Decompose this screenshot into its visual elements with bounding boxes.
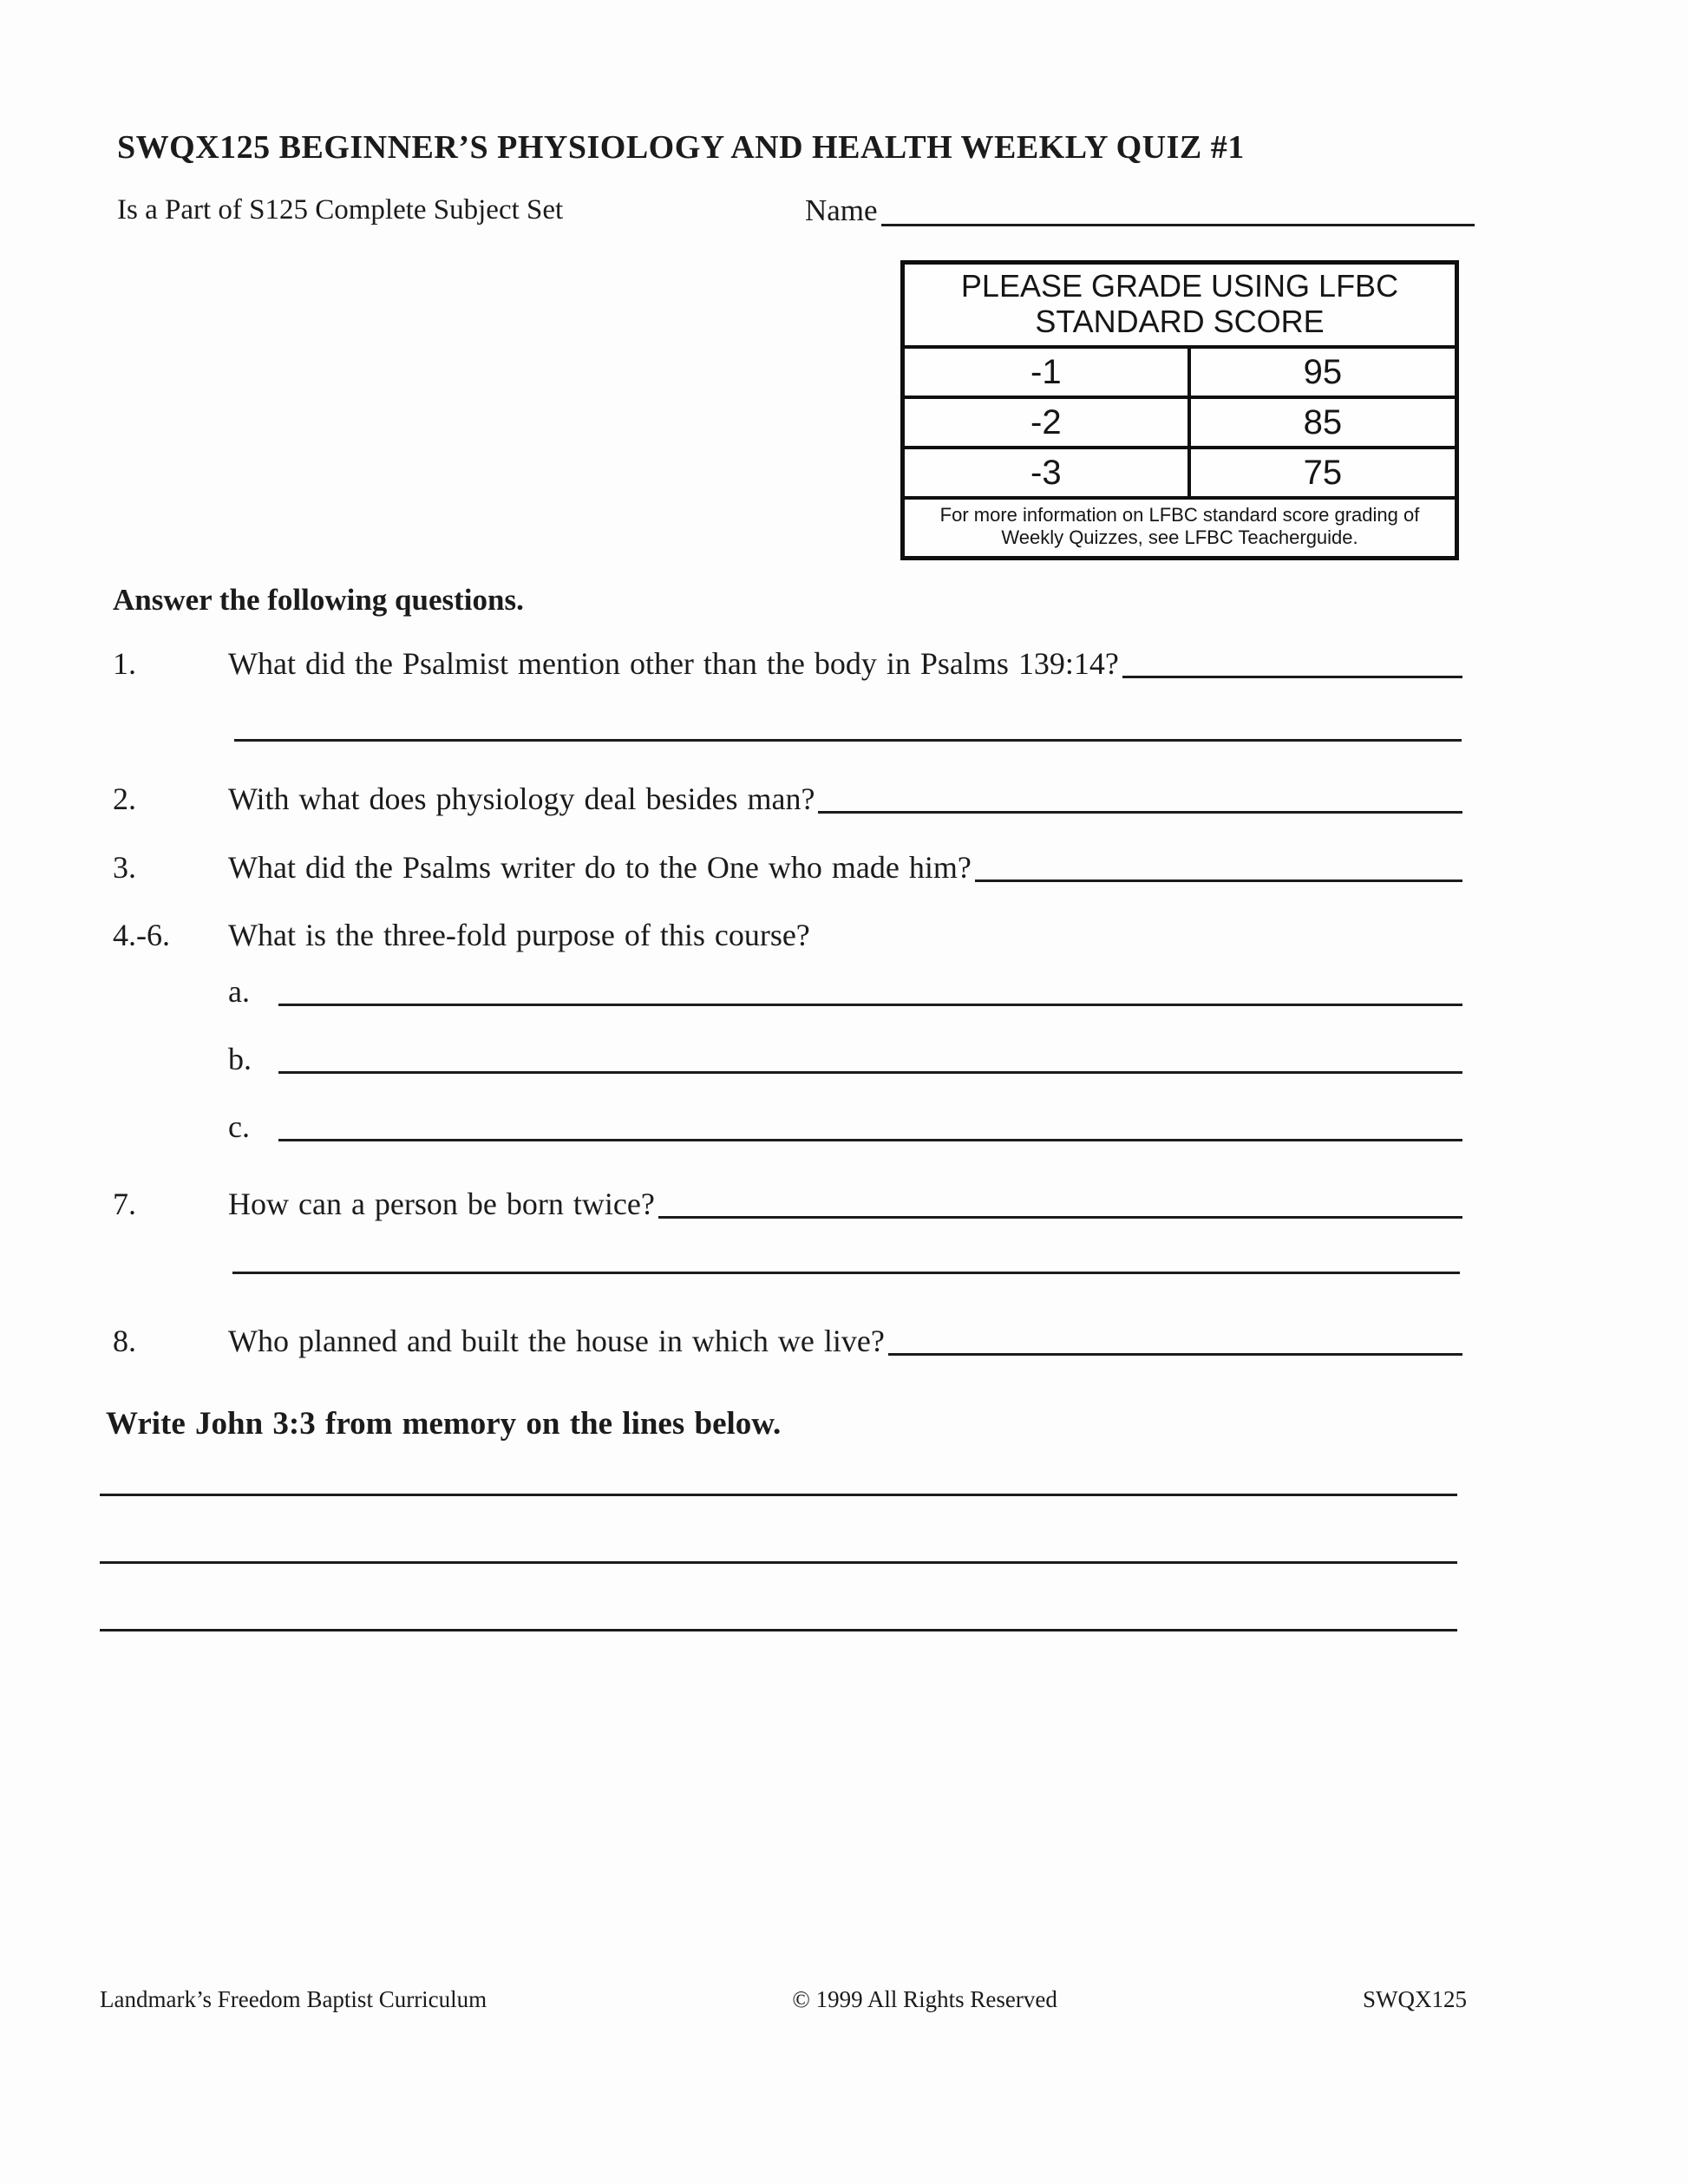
name-field-row [805, 189, 1475, 231]
footer-copyright: © 1999 All Rights Reserved [792, 1986, 1057, 2012]
instructions-heading: Answer the following questions. [113, 583, 524, 617]
question-text: What is the three-fold purpose of this course? [228, 918, 810, 952]
question-number: 1. [113, 646, 136, 681]
grade-deduction: -1 [905, 349, 1191, 396]
footer-publisher: Landmark’s Freedom Baptist Curriculum [100, 1986, 487, 2012]
question-text: What did the Psalms writer do to the One who made him? [228, 850, 972, 885]
grade-row [905, 449, 1455, 500]
question-row-8 [113, 1321, 1462, 1361]
answer-line [975, 879, 1462, 882]
question-number: 2. [113, 781, 136, 816]
name-label: Name [805, 193, 878, 227]
subpart-label: b. [228, 1042, 252, 1076]
question-row-7 [113, 1184, 1462, 1224]
question-number: 3. [113, 850, 136, 885]
subpart-row-c [228, 1107, 1462, 1147]
answer-line [278, 1071, 1462, 1074]
grade-row [905, 349, 1455, 399]
answer-line [278, 1139, 1462, 1141]
question-row-3 [113, 847, 1462, 887]
grade-score: 95 [1303, 352, 1343, 391]
page-title: SWQX125 BEGINNER’S PHYSIOLOGY AND HEALTH WEEKLY QUIZ #1 [117, 129, 1245, 166]
question-text: How can a person be born twice? [228, 1187, 655, 1221]
grade-score: 85 [1303, 402, 1343, 441]
question-text: With what does physiology deal besides man? [228, 781, 815, 816]
subpart-row-b [228, 1039, 1462, 1079]
memory-verse-heading: Write John 3:3 from memory on the lines below. [106, 1406, 782, 1442]
answer-line [1122, 676, 1462, 678]
answer-line [888, 1353, 1462, 1356]
question-number: 8. [113, 1324, 136, 1358]
answer-line [234, 739, 1462, 742]
grade-deduction: -2 [905, 399, 1191, 446]
memory-verse-line [100, 1561, 1457, 1564]
question-text: What did the Psalmist mention other than the body in Psalms 139:14? [228, 646, 1119, 681]
page-subtitle: Is a Part of S125 Complete Subject Set [117, 194, 564, 226]
name-blank-line [881, 224, 1475, 226]
answer-line [278, 1004, 1462, 1006]
footer-code: SWQX125 [1362, 1986, 1467, 2012]
grade-row [905, 399, 1455, 449]
subpart-label: c. [228, 1109, 250, 1144]
question-row-4-6 [113, 915, 1462, 955]
question-row-1 [113, 644, 1462, 683]
grade-score: 75 [1303, 453, 1343, 492]
grade-box-note: For more information on LFBC standard score grading of Weekly Quizzes, see LFBC Teacherguide. [939, 503, 1420, 549]
answer-line [818, 811, 1462, 814]
answer-line [658, 1216, 1462, 1219]
subpart-row-a [228, 971, 1462, 1011]
question-row-2 [113, 779, 1462, 819]
subpart-label: a. [228, 974, 250, 1009]
memory-verse-line [100, 1494, 1457, 1496]
memory-verse-line [100, 1629, 1457, 1631]
question-number: 4.-6. [113, 918, 170, 952]
grade-box [900, 260, 1459, 560]
answer-line [232, 1272, 1460, 1274]
question-number: 7. [113, 1187, 136, 1221]
grade-box-title: PLEASE GRADE USING LFBC STANDARD SCORE [905, 265, 1455, 349]
question-text: Who planned and built the house in which we live? [228, 1324, 885, 1358]
page-footer [100, 1986, 1467, 2013]
grade-deduction: -3 [905, 449, 1191, 496]
